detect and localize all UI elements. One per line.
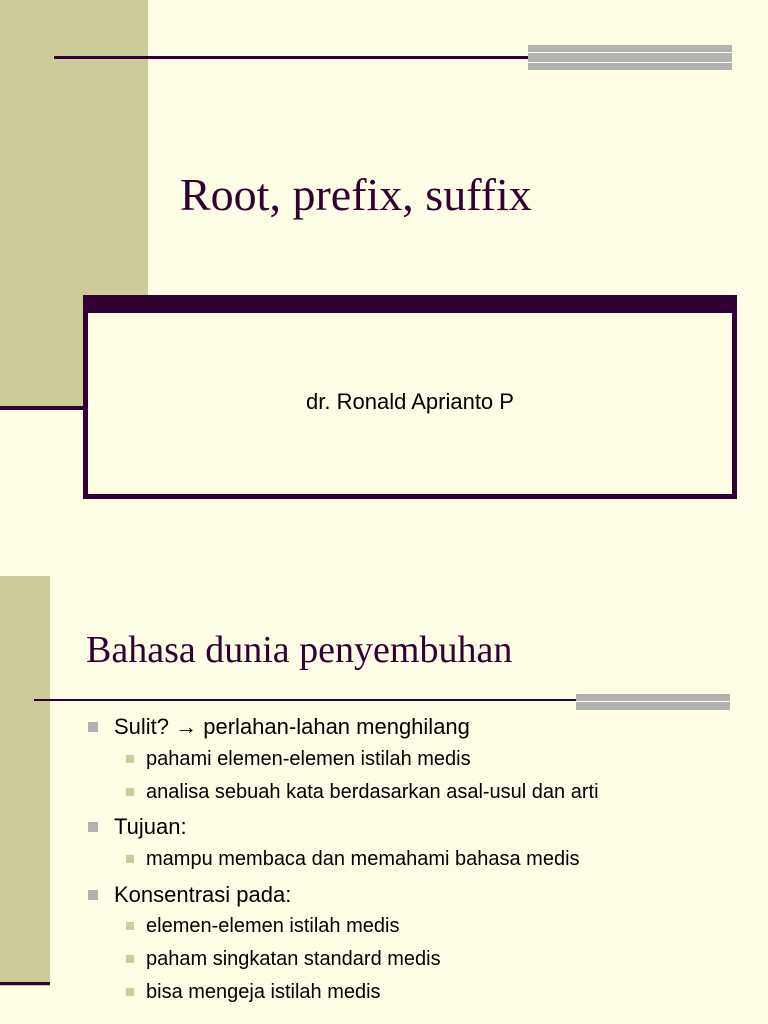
bullet-text: bisa mengeja istilah medis <box>146 981 381 1003</box>
author-name: dr. Ronald Aprianto P <box>306 389 514 414</box>
square-bullet-icon <box>126 988 134 996</box>
bullet-text: Sulit? → perlahan-lahan menghilang <box>114 714 470 739</box>
slide-heading: Bahasa dunia penyembuhan <box>86 629 513 671</box>
left-accent-line <box>0 982 50 985</box>
bullet-text: paham singkatan standard medis <box>146 948 441 970</box>
bullet-text: elemen-elemen istilah medis <box>146 915 400 937</box>
square-bullet-icon <box>126 955 134 963</box>
bullet-text: pahami elemen-elemen istilah medis <box>146 748 471 770</box>
left-sidebar-band <box>0 576 50 986</box>
slide-title-text: Root, prefix, suffix <box>180 169 532 220</box>
square-bullet-icon <box>126 755 134 763</box>
gray-accent-bar <box>528 45 732 70</box>
left-accent-line <box>0 406 86 410</box>
bullet-text: analisa sebuah kata berdasarkan asal-usul dan arti <box>146 781 599 803</box>
bullet-text: Tujuan: <box>114 814 187 839</box>
square-bullet-icon <box>88 722 98 732</box>
bullet-text: mampu membaca dan memahami bahasa medis <box>146 848 580 870</box>
gray-accent-bar <box>576 694 730 710</box>
square-bullet-icon <box>126 788 134 796</box>
bullet-text: Konsentrasi pada: <box>114 882 292 907</box>
author-box <box>83 295 737 499</box>
square-bullet-icon <box>126 922 134 930</box>
square-bullet-icon <box>88 822 98 832</box>
square-bullet-icon <box>88 890 98 900</box>
slide-content <box>0 576 768 1024</box>
square-bullet-icon <box>126 855 134 863</box>
